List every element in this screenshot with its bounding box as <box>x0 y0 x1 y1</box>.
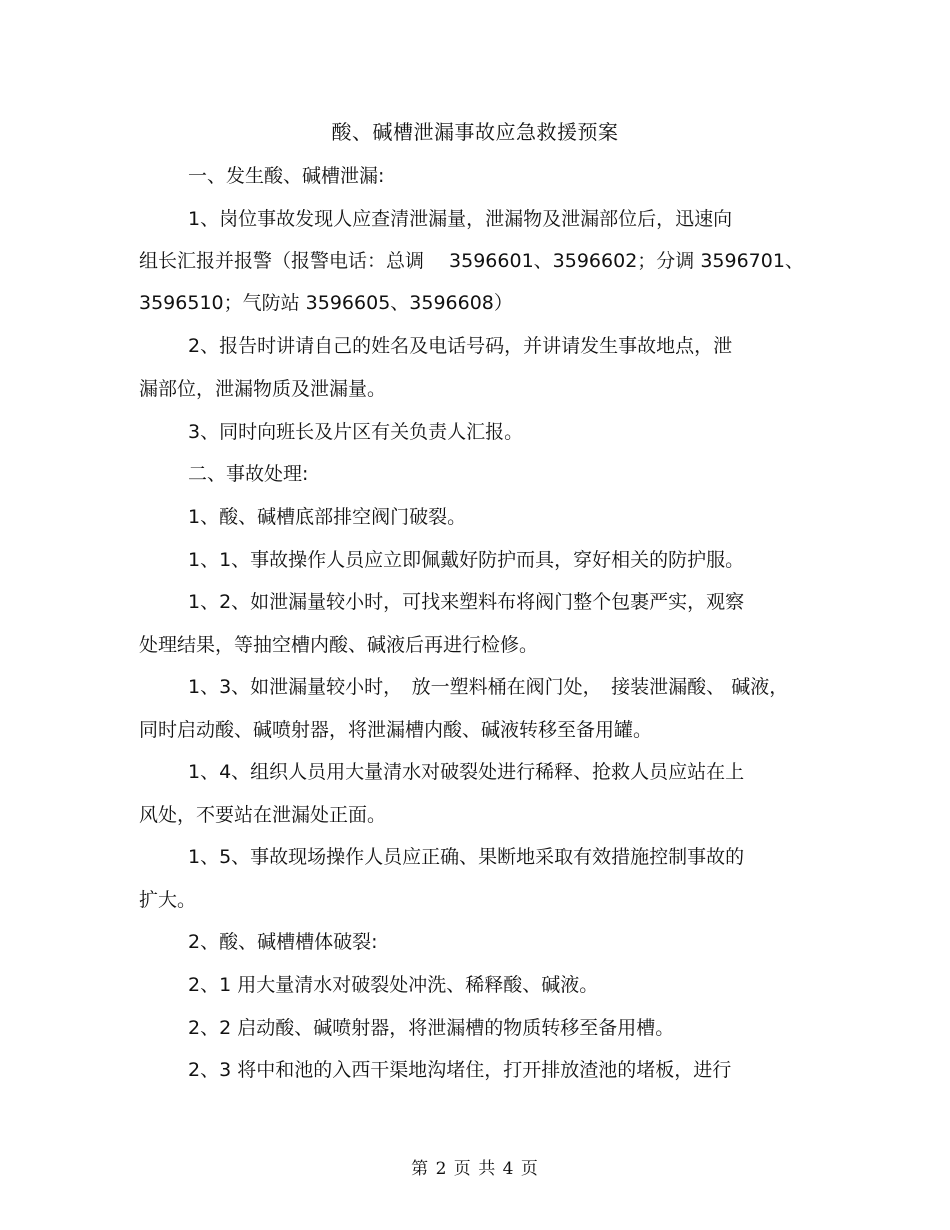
paragraph-line: 3596510；气防站 3596605、3596608） <box>139 292 513 314</box>
paragraph-line: 风处，不要站在泄漏处正面。 <box>139 804 387 826</box>
paragraph-line: 同时启动酸、碱喷射器，将泄漏槽内酸、碱液转移至备用罐。 <box>139 719 653 741</box>
paragraph-line: 组长汇报并报警（报警电话：总调 3596601、3596602；分调 3596701、 <box>139 250 804 272</box>
paragraph-line: 2、2 启动酸、碱喷射器，将泄漏槽的物质转移至备用槽。 <box>188 1017 675 1039</box>
paragraph-line: 2、3 将中和池的入西干渠地沟堵住，打开排放渣池的堵板，进行 <box>188 1059 732 1081</box>
paragraph-line: 1、4、组织人员用大量清水对破裂处进行稀释、抢救人员应站在上 <box>188 761 745 783</box>
paragraph-line: 漏部位，泄漏物质及泄漏量。 <box>139 378 387 400</box>
paragraph-line: 2、酸、碱槽槽体破裂: <box>188 931 378 953</box>
paragraph-line: 1、3、如泄漏量较小时， 放一塑料桶在阀门处， 接装泄漏酸、 碱液， <box>188 676 789 698</box>
paragraph-line: 处理结果，等抽空槽内酸、碱液后再进行检修。 <box>139 634 539 656</box>
paragraph-line: 扩大。 <box>139 889 197 911</box>
document-title: 酸、碱槽泄漏事故应急救援预案 <box>331 120 619 144</box>
paragraph-line: 1、岗位事故发现人应查清泄漏量，泄漏物及泄漏部位后，迅速向 <box>188 208 733 230</box>
paragraph-line: 1、酸、碱槽底部排空阀门破裂。 <box>188 506 467 528</box>
paragraph-line: 1、1、事故操作人员应立即佩戴好防护而具，穿好相关的防护服。 <box>188 549 745 571</box>
paragraph-line: 1、5、事故现场操作人员应正确、果断地采取有效措施控制事故的 <box>188 846 745 868</box>
paragraph-line: 3、同时向班长及片区有关负责人汇报。 <box>188 421 524 443</box>
section-heading: 一、发生酸、碱槽泄漏: <box>188 165 385 187</box>
paragraph-line: 2、报告时讲请自己的姓名及电话号码，并讲请发生事故地点，泄 <box>188 335 733 357</box>
section-heading: 二、事故处理: <box>188 463 309 485</box>
paragraph-line: 2、1 用大量清水对破裂处冲洗、稀释酸、碱液。 <box>188 974 599 996</box>
paragraph-line: 1、2、如泄漏量较小时，可找来塑料布将阀门整个包裹严实，观察 <box>188 591 745 613</box>
page-number: 第 2 页 共 4 页 <box>411 1159 539 1179</box>
